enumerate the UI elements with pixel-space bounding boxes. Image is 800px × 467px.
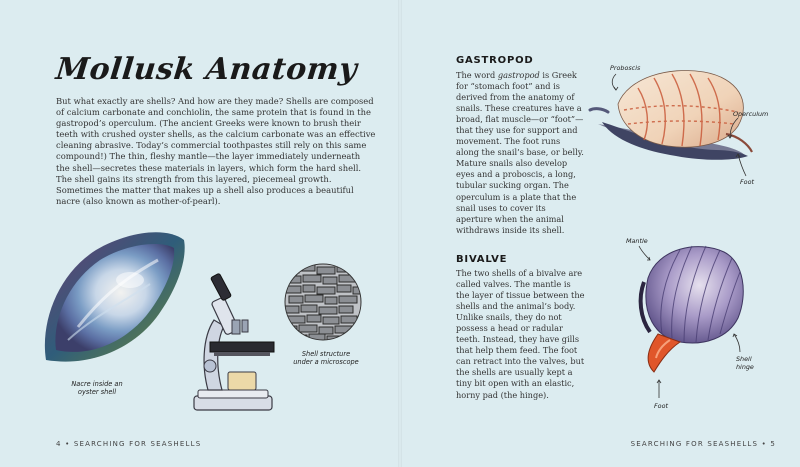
bivalve-foot-arrow bbox=[652, 378, 666, 400]
mantle-arrow bbox=[636, 244, 652, 264]
bivalve-foot-label: Foot bbox=[654, 402, 669, 410]
operculum-arrow bbox=[722, 116, 742, 140]
left-footer: 4 • SEARCHING FOR SEASHELLS bbox=[56, 440, 202, 448]
shell-structure-micrograph bbox=[283, 262, 363, 342]
proboscis-arrow bbox=[608, 72, 628, 92]
mantle-label: Mantle bbox=[626, 237, 648, 245]
snail-foot-label: Foot bbox=[740, 178, 755, 186]
right-footer: SEARCHING FOR SEASHELLS • 5 bbox=[630, 440, 776, 448]
hinge-arrow bbox=[730, 332, 746, 354]
intro-paragraph: But what exactly are shells? And how are they made? Shells are composed of calcium carbonate and conchiolin, the same protein that is found in the gastropod’s operculum. (The ancient Greeks were known to brush their teeth with crushed oyster shells, as the calcium carbonate was an effective cleaning abrasive. Today’s commercial toothpastes still rely on this same compound!) The thin, fleshy mantle—the layer immediately underneath the shell—secretes these materials in layers, which form the hard shell. The shell gains its strength from this layered, piecemeal growth. Sometimes the matter that makes up a shell also produces a beautiful nacre (also known as mother-of-pearl). bbox=[56, 96, 376, 206]
operculum-label: Operculum bbox=[733, 110, 769, 118]
proboscis-label: Proboscis bbox=[610, 64, 641, 72]
oyster-shell-illustration bbox=[38, 222, 188, 372]
page-title: Mollusk Anatomy bbox=[54, 52, 359, 87]
gastropod-body: The word gastropod is Greek for “stomach foot” and is derived from the anatomy of snails. These creatures have a broad, flat muscle—or “foot”—that they use for support and movement. The foot runs along the snail’s base, or belly. Mature snails also develop eyes and a proboscis, a long, tubular sucking organ. The operculum is a plate that the snail uses to cover its aperture when the animal withdraws inside its shell. bbox=[456, 70, 584, 235]
microscope-illustration bbox=[188, 268, 283, 418]
oyster-caption: Nacre inside an oyster shell bbox=[71, 380, 123, 397]
snail-foot-arrow bbox=[732, 152, 752, 178]
bivalve-heading: BIVALVE bbox=[456, 254, 508, 265]
right-page bbox=[400, 0, 800, 467]
micro-caption: Shell structure under a microscope bbox=[293, 350, 359, 367]
bivalve-body: The two shells of a bivalve are called valves. The mantle is the layer of tissue between the shells and the animal’s body. Unlike snails, they do not possess a head or radular teeth. Instead, they have gills that help them feed. The foot can retract into the valves, but the shells are usually kept a tiny bit open with an elastic, horny pad (the hinge). bbox=[456, 268, 585, 400]
gastropod-heading: GASTROPOD bbox=[456, 55, 534, 66]
shell-hinge-label: Shell hinge bbox=[736, 355, 754, 371]
